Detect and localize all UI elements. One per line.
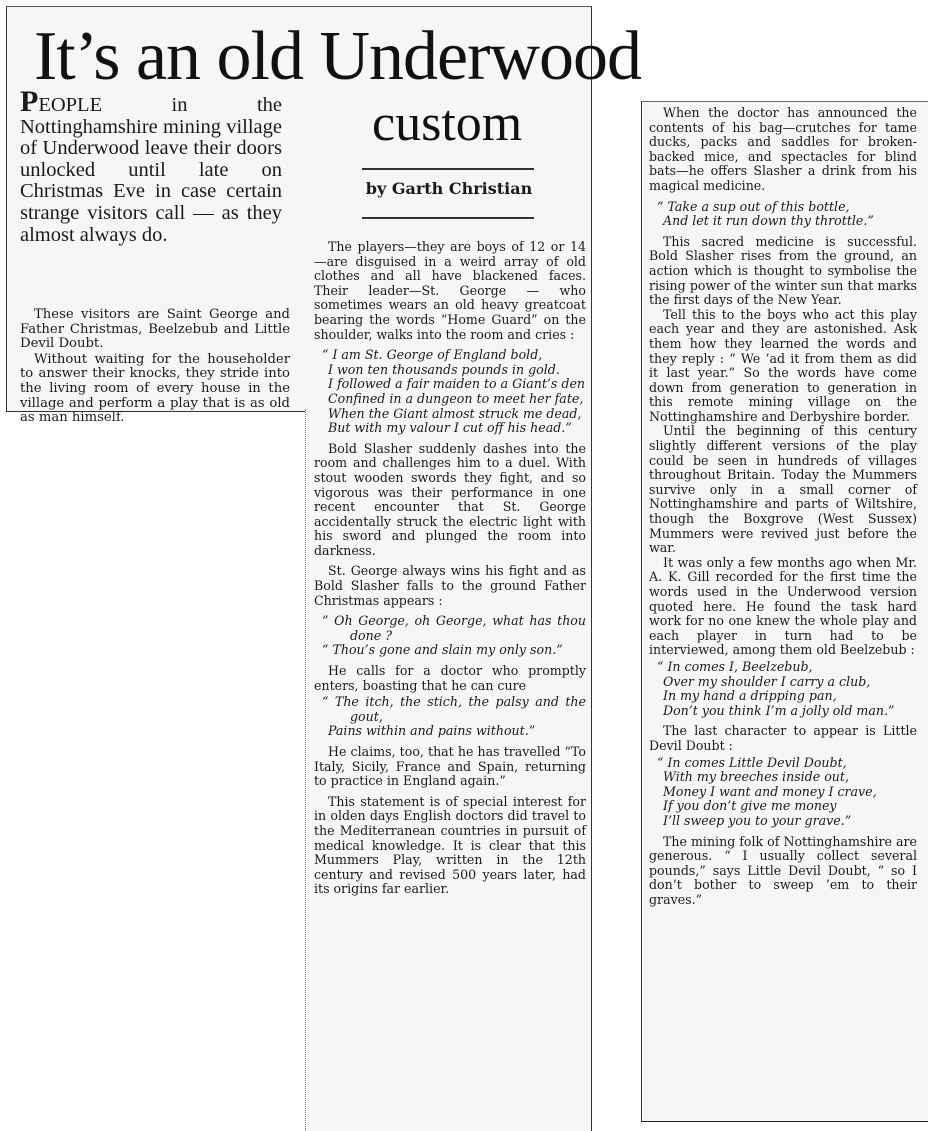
verse-line: “ Oh George, oh George, what has thou done ? <box>322 613 586 643</box>
headline-line-2: custom <box>372 95 523 152</box>
paragraph: The last character to appear is Little Devil Doubt : <box>649 723 917 753</box>
paragraph: It was only a few months ago when Mr. A. K. Gill recorded for the first time the words used in the Underwood version quoted here. He found the task hard work for no one knew the whole play and each player in turn had to be interviewed, among them old Beelzebub : <box>649 554 917 658</box>
byline: by Garth Christian <box>365 179 533 198</box>
verse-line: Confined in a dungeon to meet her fate, <box>328 390 584 406</box>
lede-paragraph <box>20 85 282 246</box>
verse-line: Money I want and money I crave, <box>663 783 877 799</box>
left-column <box>20 308 290 426</box>
paragraph: This statement is of special interest for in olden days English doctors did travel to the Mediterranean countries in pursuit of medical knowledge. It is clear that this Mummers Play, written in the 12th century and revised 500 years later, had its origins far earlier. <box>314 793 586 897</box>
paragraph: He claims, too, that he has travelled “To Italy, Sicily, France and Spain, returning to practice in England again.” <box>314 744 586 789</box>
verse-line: I followed a fair maiden to a Giant’s den <box>328 376 586 392</box>
verse-line: And let it run down thy throttle.” <box>663 213 874 229</box>
drop-cap: P <box>20 85 39 118</box>
verse-line: “ In comes Little Devil Doubt, <box>657 754 847 770</box>
verse-line: “ In comes I, Beelzebub, <box>657 658 813 674</box>
headline-line-1: It’s an old Underwood <box>34 18 641 95</box>
paragraph: St. George always wins his fight and as Bold Slasher falls to the ground Father Christmas appears : <box>314 563 586 608</box>
paragraph: Until the beginning of this century slightly different versions of the play could be seen in hundreds of villages throughout Britain. Today the Mummers survive only in a small corner of Nottinghamshire and parts of Wiltshire, though the Boxgrove (West Sussex) Mummers were revived just before the war. <box>649 423 917 556</box>
verse-line: “ Take a sup out of this bottle, <box>657 198 850 214</box>
verse-devil-doubt <box>649 756 917 829</box>
verse-bottle <box>649 200 917 229</box>
middle-column <box>314 240 586 897</box>
verse-line: “ I am St. George of England bold, <box>322 347 543 363</box>
paragraph: The mining folk of Nottinghamshire are generous. “ I usually collect several pounds,” says Little Devil Doubt, “ so I don’t bother to sweep ’em to their graves.” <box>649 833 917 907</box>
byline-rule-top <box>362 168 534 170</box>
verse-line: Over my shoulder I carry a club, <box>663 673 871 689</box>
verse-line: In my hand a dripping pan, <box>663 688 837 704</box>
verse-line: But with my valour I cut off his head.” <box>328 420 572 436</box>
paragraph: Tell this to the boys who act this play each year and they are astonished. Ask them how they learned the words and they reply : “ We ’ad it from them as did it last year.” So the words have come down from generation to generation in this remote mining village on the Nottinghamshire and Derbyshire border. <box>649 306 917 424</box>
lede-text: EOPLE in the Nottinghamshire mining village of Underwood leave their doors unlocked until late on Christmas Eve in case certain strange visitors call — as they almost always do. <box>20 94 282 246</box>
verse-line: Pains within and pains without.” <box>328 723 536 739</box>
verse-line: “ The itch, the stich, the palsy and the gout, <box>322 694 586 724</box>
verse-line: If you don’t give me money <box>663 798 837 814</box>
verse-line: When the Giant almost struck me dead, <box>328 405 582 421</box>
verse-line: “ Thou’s gone and slain my only son.” <box>322 642 563 658</box>
verse-father-christmas <box>314 614 586 658</box>
paragraph: This sacred medicine is successful. Bold Slasher rises from the ground, an action which is thought to symbolise the rising power of the winter sun that marks the first days of the New Year. <box>649 233 917 308</box>
paragraph: Without waiting for the householder to answer their knocks, they stride into the living room of every house in the village and perform a play that is as old as man himself. <box>20 351 290 426</box>
paragraph: He calls for a doctor who promptly enters, boasting that he can cure <box>314 663 586 693</box>
verse-line: I’ll sweep you to your grave.” <box>663 812 852 828</box>
verse-line: I won ten thousands pounds in gold. <box>328 361 560 377</box>
paragraph: When the doctor has announced the contents of his bag—crutches for tame ducks, packs and saddles for broken-backed mice, and spectacles for blind bats—he offers Slasher a drink from his magical medicine. <box>649 105 917 193</box>
right-column <box>649 106 917 907</box>
verse-st-george <box>314 348 586 436</box>
paragraph: These visitors are Saint George and Father Christmas, Beelzebub and Little Devil Doubt. <box>20 307 290 352</box>
verse-beelzebub <box>649 660 917 718</box>
paragraph: The players—they are boys of 12 or 14—are disguised in a weird array of old clothes and all have blackened faces. Their leader—St. George — who sometimes wears an old heavy greatcoat bearing the words “Home Guard” on the shoulder, walks into the room and cries : <box>314 239 586 342</box>
verse-doctor <box>314 695 586 739</box>
verse-line: Don’t you think I’m a jolly old man.” <box>663 702 895 718</box>
byline-rule-bottom <box>362 217 534 219</box>
verse-line: With my breeches inside out, <box>663 769 849 785</box>
paragraph: Bold Slasher suddenly dashes into the room and challenges him to a duel. With stout wooden swords they fight, and so vigorous was their performance in one recent encounter that St. George accidentally struck the electric light with his sword and plunged the room into darkness. <box>314 440 586 558</box>
